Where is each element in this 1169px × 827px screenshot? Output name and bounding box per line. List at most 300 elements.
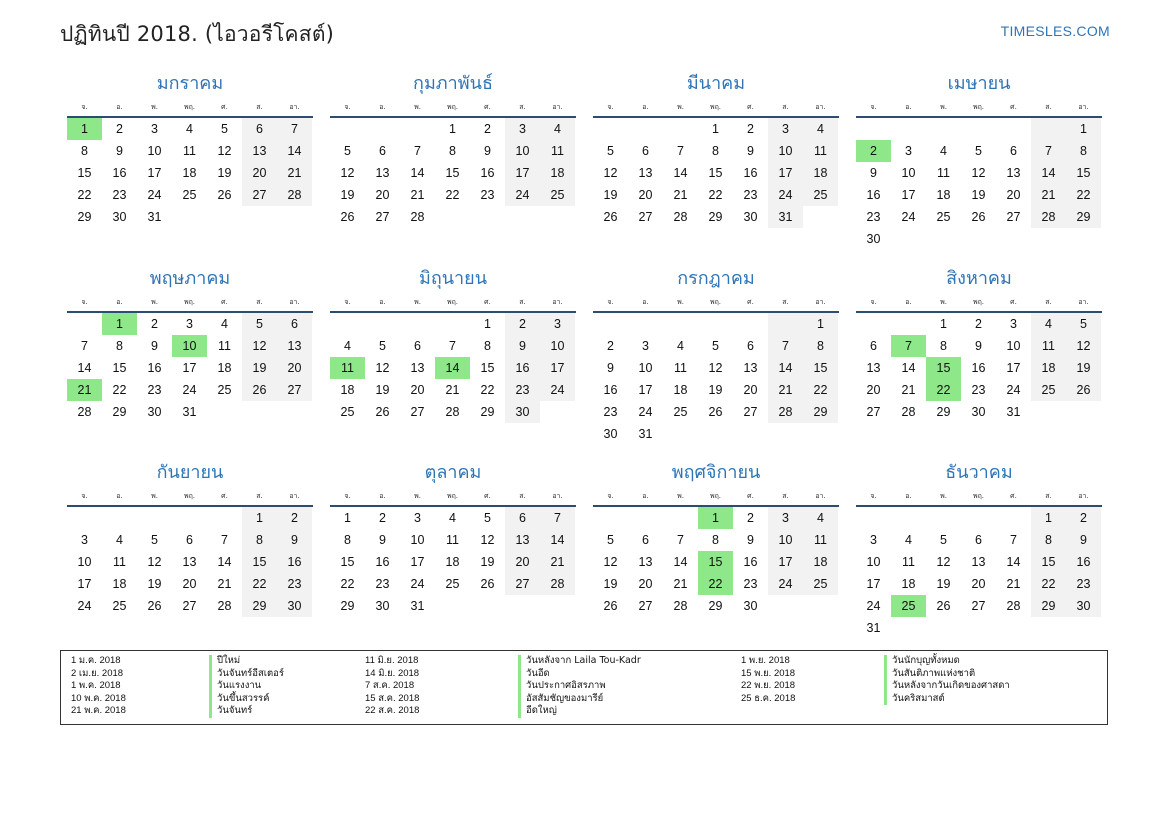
- weekday-label: ศ.: [1010, 103, 1017, 111]
- day-cell: 14: [1031, 162, 1066, 184]
- legend-date: 11 มิ.ย. 2018: [365, 655, 419, 666]
- day-cell: 22: [242, 573, 277, 595]
- empty-day-cell: [891, 617, 926, 639]
- legend-holiday-name: อัสสัมชัญของมารีย์: [518, 693, 603, 706]
- day-cell: 23: [112, 188, 127, 202]
- day-cell: 3: [768, 507, 803, 529]
- legend-holiday-name: วันคริสมาสต์: [884, 693, 945, 706]
- empty-day-cell: [505, 595, 540, 617]
- weekday-label: พ.: [940, 298, 947, 306]
- day-cell: 12: [480, 533, 495, 547]
- weekday-label: พฤ.: [709, 492, 722, 500]
- day-cell: 14: [410, 166, 425, 180]
- week-row: [856, 184, 1102, 206]
- day-cell: 2: [856, 140, 891, 162]
- week-row: [856, 617, 1102, 639]
- day-cell: 30: [112, 210, 127, 224]
- day-cell: 12: [375, 361, 390, 375]
- day-cell: 29: [340, 599, 355, 613]
- month-block: [67, 70, 313, 228]
- day-cell: 13: [410, 361, 425, 375]
- legend-date: 21 พ.ค. 2018: [71, 705, 126, 716]
- day-cell: 21: [673, 188, 688, 202]
- day-cell: 4: [221, 317, 228, 331]
- weekday-label: ศ.: [221, 298, 228, 306]
- day-cell: 6: [870, 339, 877, 353]
- empty-day-cell: [663, 118, 698, 140]
- empty-day-cell: [891, 118, 926, 140]
- day-cell: 21: [1031, 184, 1066, 206]
- day-cell: 19: [1066, 357, 1101, 379]
- day-cell: 27: [638, 210, 653, 224]
- weekday-header: [856, 293, 1102, 313]
- day-cell: 29: [936, 405, 951, 419]
- day-cell: 17: [768, 551, 803, 573]
- day-cell: 19: [480, 555, 495, 569]
- empty-day-cell: [891, 228, 926, 250]
- legend-holiday-name: อีดใหญ่: [518, 705, 557, 718]
- day-cell: 13: [1006, 166, 1021, 180]
- day-cell: 28: [673, 210, 688, 224]
- day-cell: 30: [743, 599, 758, 613]
- day-cell: 15: [445, 166, 460, 180]
- month-name: กรกฎาคม: [677, 268, 755, 289]
- day-cell: 25: [112, 599, 127, 613]
- weekday-label: พฤ.: [972, 492, 985, 500]
- empty-day-cell: [996, 228, 1031, 250]
- day-cell: 12: [242, 335, 277, 357]
- legend-date: 22 พ.ย. 2018: [741, 680, 796, 691]
- day-cell: 24: [768, 573, 803, 595]
- week-row: [67, 507, 313, 529]
- day-cell: 10: [410, 533, 425, 547]
- day-cell: 9: [975, 339, 982, 353]
- week-row: [593, 379, 839, 401]
- weekday-header: [330, 487, 576, 507]
- day-cell: 22: [445, 188, 460, 202]
- empty-day-cell: [365, 118, 400, 140]
- day-cell: 17: [638, 383, 653, 397]
- day-cell: 5: [221, 122, 228, 136]
- day-cell: 1: [712, 122, 719, 136]
- day-cell: 2: [116, 122, 123, 136]
- day-cell: 18: [901, 577, 916, 591]
- day-cell: 8: [449, 144, 456, 158]
- brand-logo-text[interactable]: TIMESLES.COM: [1000, 23, 1110, 39]
- month-block: [330, 70, 576, 228]
- day-cell: 27: [375, 210, 390, 224]
- month-name: กุมภาพันธ์: [413, 73, 493, 94]
- day-cell: 7: [449, 339, 456, 353]
- legend-date: 15 พ.ย. 2018: [741, 667, 796, 679]
- weekday-label: ส.: [519, 103, 526, 111]
- day-cell: 18: [112, 577, 127, 591]
- day-cell: 29: [77, 210, 92, 224]
- day-cell: 9: [607, 361, 614, 375]
- day-cell: 21: [445, 383, 460, 397]
- day-cell: 19: [603, 188, 618, 202]
- week-row: [856, 379, 1102, 401]
- weekday-label: จ.: [344, 298, 351, 306]
- weekday-label: ศ.: [484, 298, 491, 306]
- day-cell: 23: [743, 188, 758, 202]
- month-block: [856, 459, 1102, 639]
- empty-day-cell: [961, 507, 996, 529]
- day-cell: 19: [603, 577, 618, 591]
- day-cell: 1: [242, 507, 277, 529]
- week-row: [856, 335, 1102, 357]
- day-cell: 13: [182, 555, 197, 569]
- day-cell: 26: [936, 599, 951, 613]
- month-block: [67, 459, 313, 617]
- day-cell: 29: [708, 210, 723, 224]
- day-cell: 7: [1031, 140, 1066, 162]
- day-cell: 13: [277, 335, 312, 357]
- day-cell: 21: [410, 188, 425, 202]
- empty-day-cell: [803, 206, 838, 228]
- day-cell: 3: [151, 122, 158, 136]
- day-cell: 4: [940, 144, 947, 158]
- weekday-label: ศ.: [221, 492, 228, 500]
- week-row: [330, 118, 576, 140]
- day-cell: 13: [638, 166, 653, 180]
- day-cell: 18: [803, 551, 838, 573]
- day-cell: 1: [698, 507, 733, 529]
- day-cell: 21: [673, 577, 688, 591]
- day-cell: 9: [151, 339, 158, 353]
- legend-date: 10 พ.ค. 2018: [71, 692, 126, 704]
- week-row: [330, 184, 576, 206]
- day-cell: 17: [540, 357, 575, 379]
- legend-date: 2 เม.ย. 2018: [71, 667, 124, 679]
- day-cell: 26: [242, 379, 277, 401]
- day-cell: 1: [344, 511, 351, 525]
- legend-date: 1 พ.ย. 2018: [741, 655, 790, 666]
- day-cell: 17: [1006, 361, 1021, 375]
- day-cell: 27: [743, 405, 758, 419]
- legend-holiday-name: วันประกาศอิสรภาพ: [518, 680, 606, 693]
- day-cell: 21: [67, 379, 102, 401]
- week-row: [856, 162, 1102, 184]
- day-cell: 4: [540, 118, 575, 140]
- week-row: [330, 401, 576, 423]
- empty-day-cell: [400, 118, 435, 140]
- day-cell: 14: [540, 529, 575, 551]
- weekday-label: อ.: [379, 492, 386, 500]
- empty-day-cell: [803, 595, 838, 617]
- empty-day-cell: [856, 313, 891, 335]
- day-cell: 17: [410, 555, 425, 569]
- day-cell: 9: [505, 335, 540, 357]
- day-cell: 24: [540, 379, 575, 401]
- empty-day-cell: [277, 401, 312, 423]
- weekday-label: พ.: [414, 103, 421, 111]
- day-cell: 11: [902, 555, 915, 569]
- day-cell: 25: [803, 573, 838, 595]
- empty-day-cell: [102, 507, 137, 529]
- week-row: [330, 573, 576, 595]
- day-cell: 15: [77, 166, 92, 180]
- legend-holiday-name: วันสันติภาพแห่งชาติ: [884, 668, 975, 681]
- empty-day-cell: [172, 206, 207, 228]
- empty-day-cell: [540, 206, 575, 228]
- day-cell: 6: [277, 313, 312, 335]
- day-cell: 16: [743, 166, 758, 180]
- week-row: [856, 573, 1102, 595]
- day-cell: 15: [708, 166, 723, 180]
- day-cell: 13: [866, 361, 881, 375]
- week-row: [330, 313, 576, 335]
- week-row: [330, 206, 576, 228]
- day-cell: 28: [277, 184, 312, 206]
- week-row: [856, 401, 1102, 423]
- day-cell: 27: [242, 184, 277, 206]
- day-cell: 25: [217, 383, 232, 397]
- weekday-label: อ.: [642, 298, 649, 306]
- day-cell: 11: [183, 144, 196, 158]
- weekday-label: พฤ.: [709, 298, 722, 306]
- day-cell: 25: [340, 405, 355, 419]
- day-cell: 28: [901, 405, 916, 419]
- day-cell: 5: [344, 144, 351, 158]
- week-row: [593, 551, 839, 573]
- day-cell: 25: [891, 595, 926, 617]
- day-cell: 6: [642, 144, 649, 158]
- week-row: [67, 162, 313, 184]
- day-cell: 1: [67, 118, 102, 140]
- month-block: [593, 70, 839, 228]
- empty-day-cell: [926, 507, 961, 529]
- weekday-label: ศ.: [1010, 298, 1017, 306]
- day-cell: 29: [480, 405, 495, 419]
- empty-day-cell: [242, 401, 277, 423]
- day-cell: 3: [870, 533, 877, 547]
- week-row: [593, 206, 839, 228]
- day-cell: 10: [901, 166, 916, 180]
- weekday-label: อ.: [379, 103, 386, 111]
- weekday-label: จ.: [344, 492, 351, 500]
- empty-day-cell: [400, 313, 435, 335]
- day-cell: 10: [768, 140, 803, 162]
- month-block: [593, 265, 839, 445]
- empty-day-cell: [733, 313, 768, 335]
- empty-day-cell: [663, 423, 698, 445]
- week-row: [67, 140, 313, 162]
- day-cell: 5: [975, 144, 982, 158]
- month-name: สิงหาคม: [946, 268, 1012, 289]
- weekday-label: อา.: [552, 103, 563, 111]
- legend-date: 14 มิ.ย. 2018: [365, 667, 420, 679]
- day-cell: 31: [147, 210, 162, 224]
- empty-day-cell: [733, 423, 768, 445]
- day-cell: 16: [1066, 551, 1101, 573]
- day-cell: 3: [1010, 317, 1017, 331]
- empty-day-cell: [67, 313, 102, 335]
- week-row: [67, 401, 313, 423]
- legend-holiday-name: วันแรงงาน: [209, 680, 261, 693]
- day-cell: 29: [708, 599, 723, 613]
- day-cell: 24: [638, 405, 653, 419]
- day-cell: 20: [410, 383, 425, 397]
- month-name: พฤศจิกายน: [671, 462, 761, 483]
- day-cell: 20: [505, 551, 540, 573]
- day-cell: 16: [147, 361, 162, 375]
- day-cell: 25: [182, 188, 197, 202]
- empty-day-cell: [768, 595, 803, 617]
- weekday-label: อา.: [552, 492, 563, 500]
- week-row: [67, 313, 313, 335]
- legend-holiday-name: วันจันทร์: [209, 705, 252, 718]
- day-cell: 10: [540, 335, 575, 357]
- day-cell: 6: [505, 507, 540, 529]
- day-cell: 29: [803, 401, 838, 423]
- weekday-label: พฤ.: [183, 298, 196, 306]
- day-cell: 23: [277, 573, 312, 595]
- day-cell: 10: [768, 529, 803, 551]
- day-cell: 9: [379, 533, 386, 547]
- weekday-header: [856, 487, 1102, 507]
- day-cell: 27: [182, 599, 197, 613]
- week-row: [856, 140, 1102, 162]
- weekday-label: อา.: [1078, 298, 1089, 306]
- day-cell: 23: [971, 383, 986, 397]
- empty-day-cell: [593, 313, 628, 335]
- day-cell: 12: [971, 166, 986, 180]
- weekday-label: จ.: [870, 103, 877, 111]
- day-cell: 21: [217, 577, 232, 591]
- legend-holiday-name: วันจันทร์อีสเตอร์: [209, 668, 284, 681]
- day-cell: 16: [971, 361, 986, 375]
- weekday-label: อ.: [905, 103, 912, 111]
- weekday-label: พฤ.: [183, 103, 196, 111]
- week-row: [856, 595, 1102, 617]
- day-cell: 24: [77, 599, 92, 613]
- day-cell: 20: [182, 577, 197, 591]
- week-row: [67, 573, 313, 595]
- weekday-label: ส.: [256, 492, 263, 500]
- day-cell: 24: [768, 184, 803, 206]
- month-name: กันยายน: [156, 462, 224, 483]
- empty-day-cell: [137, 507, 172, 529]
- empty-day-cell: [856, 118, 891, 140]
- day-cell: 20: [375, 188, 390, 202]
- day-cell: 11: [330, 357, 365, 379]
- day-cell: 11: [803, 529, 838, 551]
- day-cell: 9: [870, 166, 877, 180]
- week-row: [67, 551, 313, 573]
- day-cell: 18: [803, 162, 838, 184]
- day-cell: 9: [277, 529, 312, 551]
- day-cell: 7: [81, 339, 88, 353]
- day-cell: 5: [607, 144, 614, 158]
- day-cell: 2: [747, 122, 754, 136]
- day-cell: 23: [505, 379, 540, 401]
- day-cell: 22: [803, 379, 838, 401]
- day-cell: 3: [505, 118, 540, 140]
- day-cell: 17: [77, 577, 92, 591]
- day-cell: 26: [603, 210, 618, 224]
- day-cell: 21: [1006, 577, 1021, 591]
- legend-holiday-name: วันขึ้นสวรรค์: [209, 693, 270, 706]
- day-cell: 29: [112, 405, 127, 419]
- day-cell: 31: [768, 206, 803, 228]
- week-row: [593, 313, 839, 335]
- week-row: [67, 184, 313, 206]
- empty-day-cell: [663, 507, 698, 529]
- day-cell: 18: [340, 383, 355, 397]
- day-cell: 25: [936, 210, 951, 224]
- week-row: [330, 529, 576, 551]
- day-cell: 29: [242, 595, 277, 617]
- empty-day-cell: [628, 507, 663, 529]
- day-cell: 13: [375, 166, 390, 180]
- empty-day-cell: [996, 617, 1031, 639]
- weekday-label: พฤ.: [972, 103, 985, 111]
- weekday-label: พ.: [940, 103, 947, 111]
- week-row: [67, 118, 313, 140]
- legend-holiday-name: วันอีด: [518, 668, 550, 681]
- day-cell: 16: [375, 555, 390, 569]
- day-cell: 2: [151, 317, 158, 331]
- weekday-label: ศ.: [1010, 492, 1017, 500]
- week-row: [856, 228, 1102, 250]
- day-cell: 16: [866, 188, 881, 202]
- day-cell: 14: [901, 361, 916, 375]
- empty-day-cell: [1031, 228, 1066, 250]
- week-row: [593, 401, 839, 423]
- weekday-header: [856, 98, 1102, 118]
- day-cell: 12: [603, 166, 618, 180]
- day-cell: 10: [77, 555, 92, 569]
- empty-day-cell: [172, 507, 207, 529]
- week-row: [593, 507, 839, 529]
- day-cell: 4: [803, 118, 838, 140]
- month-name: มิถุนายน: [418, 268, 488, 289]
- day-cell: 30: [866, 232, 881, 246]
- week-row: [330, 595, 576, 617]
- day-cell: 30: [1066, 595, 1101, 617]
- day-cell: 7: [677, 144, 684, 158]
- day-cell: 20: [242, 162, 277, 184]
- legend-holiday-name: วันหลังจากวันเกิดของศาสดา: [884, 680, 1010, 693]
- day-cell: 30: [147, 405, 162, 419]
- day-cell: 1: [803, 313, 838, 335]
- day-cell: 18: [445, 555, 460, 569]
- month-block: [593, 459, 839, 617]
- day-cell: 20: [1006, 188, 1021, 202]
- holiday-legend: [60, 650, 1108, 725]
- day-cell: 12: [708, 361, 723, 375]
- weekday-label: พฤ.: [709, 103, 722, 111]
- empty-day-cell: [1031, 401, 1066, 423]
- weekday-label: อ.: [642, 492, 649, 500]
- weekday-label: อ.: [642, 103, 649, 111]
- weekday-label: อา.: [289, 492, 300, 500]
- legend-holiday-name: วันหลังจาก Laila Tou-Kadr: [518, 655, 641, 668]
- day-cell: 28: [445, 405, 460, 419]
- weekday-label: อา.: [552, 298, 563, 306]
- day-cell: 4: [344, 339, 351, 353]
- weekday-label: พ.: [677, 492, 684, 500]
- week-row: [67, 595, 313, 617]
- day-cell: 31: [410, 599, 425, 613]
- legend-date: 1 ม.ค. 2018: [71, 655, 121, 666]
- day-cell: 4: [1031, 313, 1066, 335]
- month-name: ตุลาคม: [424, 462, 482, 483]
- day-cell: 13: [505, 529, 540, 551]
- week-row: [67, 529, 313, 551]
- day-cell: 14: [77, 361, 92, 375]
